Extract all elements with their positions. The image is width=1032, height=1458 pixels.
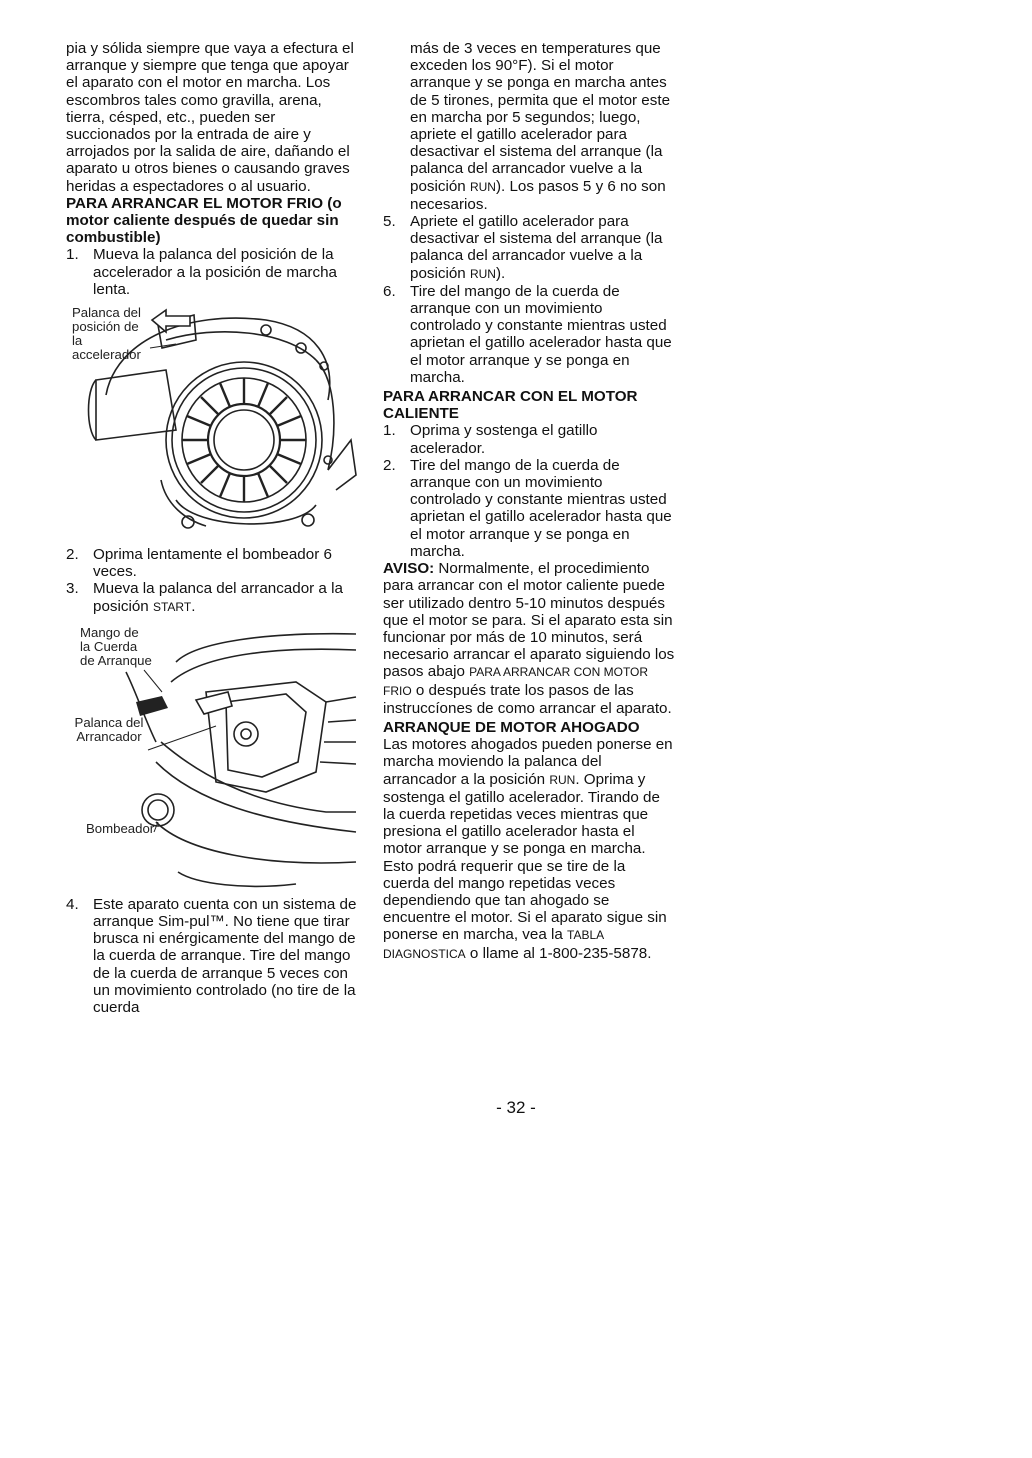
hot-start-steps	[383, 422, 675, 560]
notice-paragraph: AVISO: Normalmente, el procedimiento para arrancar con el motor caliente puede ser utilizado dentro 5-10 minutos después que el motor se para. Si el aparato esta sin funcionar por más de 10 minutos, será necesario arrancar el aparato siguiendo los pasos abajo PARA ARRANCAR CON MOTOR FRIO o después trate los pasos de las instruccíones de como arrancar el aparato.	[383, 560, 675, 717]
figure-throttle-lever	[66, 300, 358, 544]
notice-label: AVISO:	[383, 560, 435, 578]
flooded-paragraph: Las motores ahogados pueden ponerse en marcha moviendo la palanca del arrancador a la posición RUN. Oprima y sostenga el gatillo acelerador. Tirando de la cuerda repetidas veces mientras que presiona el gatillo acelerador hasta el motor arranque y se ponga en marcha. Esto podrá requerir que se tire de la cuerda del mango repetidas veces dependiendo que tan ahogado se encuentre el motor. Si el aparato sigue sin ponerse en marcha, vea la TABLA DIAGNOSTICA o llame al 1-800-235-5878.	[383, 736, 673, 962]
intro-paragraph: pia y sólida siempre que vaya a efectura el arranque y siempre que tenga que apoyar el aparato con el motor en marcha. Los escombros tales como gravilla, arena, tierra, césped, etc., pueden ser succionados por la entrada de aire y arrojados por la salida de aire, dañando el aparato u otros bienes o causando graves heridas a espectadores o al usuario.	[66, 40, 354, 195]
cold-start-steps	[66, 246, 358, 298]
handle-icon	[136, 696, 168, 716]
step-4-continuation: más de 3 veces en temperatures que exceden los 90°F). Si el motor arranque y se ponga en marcha antes de 5 tirones, permita que el motor este en marcha por 5 segundos; luego, apriete el gatillo acelerador para desactivar el sistema del arranque (la palanca del arrancador vuelve a la posición RUN). Los pasos 5 y 6 no son necesarios.	[410, 40, 671, 213]
figure2-label-lever: Palanca del Arrancador	[74, 714, 144, 744]
step-4-continuation-list	[383, 40, 675, 386]
cold-start-steps-cont	[66, 546, 358, 616]
figure1-label: Palanca del posición de la accelerador	[72, 305, 141, 363]
hot-step-1: 1. Oprima y sostenga el gatillo acelerador.	[383, 422, 598, 457]
step-2: 2. Oprima lentamente el bombeador 6 veces.	[66, 546, 332, 581]
step-4: 4. Este aparato cuenta con un sistema de arranque Sim-pul™. No tiene que tirar brusca ni enérgicamente del mango de la cuerda de arranque. Tire del mango de la cuerda de arranque 5 veces con un movimiento controlado (no tire de la cuerda	[66, 895, 357, 1017]
step-3: 3. Mueva la palanca del arrancador a la posición START.	[66, 580, 343, 615]
left-column	[66, 40, 358, 1016]
heading-cold-start: PARA ARRANCAR EL MOTOR FRIO (o motor caliente después de quedar sin combustible)	[66, 194, 342, 247]
step-5: 5. Apriete el gatillo acelerador para desactivar el sistema del arranque (la palanca del arrancador vuelve a la posición RUN).	[383, 213, 663, 282]
heading-flooded: ARRANQUE DE MOTOR AHOGADO	[383, 718, 640, 736]
right-column	[383, 40, 675, 963]
figure-starter	[66, 622, 358, 894]
figure2-label-primer: Bombeador	[86, 820, 155, 836]
step-6: 6. Tire del mango de la cuerda de arranque con un movimiento controlado y constante mientras usted aprietan el gatillo acelerador hasta que el motor arranque y se ponga en marcha.	[383, 282, 672, 386]
hot-step-2: 2. Tire del mango de la cuerda de arranque con un movimiento controlado y constante mientras usted aprietan el gatillo acelerador hasta que el motor arranque y se ponga en marcha.	[383, 456, 672, 560]
step-1: 1. Mueva la palanca del posición de la accelerador a la posición de marcha lenta.	[66, 246, 337, 298]
figure2-label-handle: Mango de la Cuerda de Arranque	[80, 624, 152, 668]
heading-hot-start: PARA ARRANCAR CON EL MOTOR CALIENTE	[383, 388, 638, 423]
cold-start-steps-4	[66, 896, 358, 1016]
page-number: - 32 -	[496, 1098, 536, 1117]
